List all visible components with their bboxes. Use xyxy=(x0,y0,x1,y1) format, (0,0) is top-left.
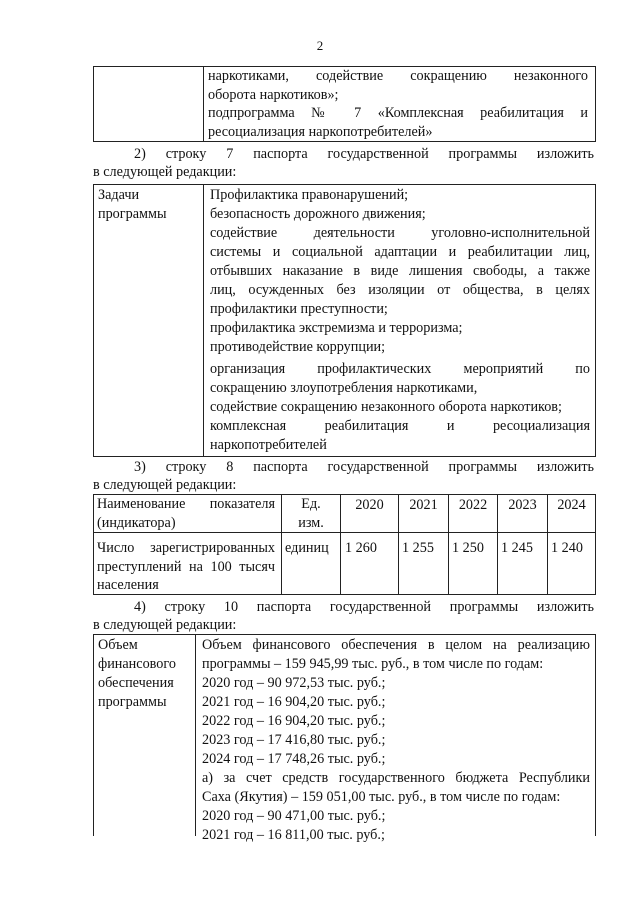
header-year: 2021 xyxy=(409,497,438,513)
text-line: 2020 год – 90 471,00 тыс. руб.; xyxy=(202,808,386,824)
row-value: 1 260 xyxy=(345,540,377,556)
text-line: профилактики преступности; xyxy=(210,301,388,317)
header-name: (индикатора) xyxy=(97,515,176,531)
text-line: противодействие коррупции; xyxy=(210,339,386,355)
row-value: 1 250 xyxy=(452,540,484,556)
row-value: 1 245 xyxy=(501,540,533,556)
header-unit: изм. xyxy=(298,515,324,531)
text-line: системы и социальной адаптации и реабилитации лиц, xyxy=(210,244,590,260)
paragraph-line: в следующей редакции: xyxy=(93,617,237,633)
text-line: 2024 год – 17 748,26 тыс. руб.; xyxy=(202,751,386,767)
text-line: ресоциализация наркопотребителей» xyxy=(208,124,433,140)
text-line: лиц, осужденных без изоляции от общества, в целях xyxy=(210,282,590,298)
text-line: организация профилактических мероприятий по xyxy=(210,361,590,377)
page-number: 2 xyxy=(316,38,324,53)
text-line: содействие сокращению незаконного оборота наркотиков; xyxy=(210,399,562,415)
text-line: наркопотребителей xyxy=(210,437,327,453)
paragraph-line: 4) строку 10 паспорта государственной программы изложить xyxy=(134,599,594,615)
row-name: преступлений на 100 тысяч xyxy=(97,559,275,575)
text-line: отбывших наказание в виде лишения свободы, а также xyxy=(210,263,590,279)
header-year: 2023 xyxy=(508,497,537,513)
text-line: профилактика экстремизма и терроризма; xyxy=(210,320,463,336)
row-label: финансового xyxy=(98,656,176,672)
row-label: программы xyxy=(98,694,167,710)
row-unit: единиц xyxy=(285,540,329,556)
text-line: комплексная реабилитация и ресоциализация xyxy=(210,418,590,434)
text-line: Профилактика правонарушений; xyxy=(210,187,409,203)
text-line: программы – 159 945,99 тыс. руб., в том числе по годам: xyxy=(202,656,544,672)
paragraph-line: в следующей редакции: xyxy=(93,477,237,493)
paragraph-line: 3) строку 8 паспорта государственной программы изложить xyxy=(134,459,594,475)
row-label: обеспечения xyxy=(98,675,174,691)
text-line: сокращению злоупотребления наркотиками, xyxy=(210,380,478,396)
text-line: 2021 год – 16 811,00 тыс. руб.; xyxy=(202,827,385,843)
header-year: 2020 xyxy=(355,497,384,513)
text-line: 2022 год – 16 904,20 тыс. руб.; xyxy=(202,713,386,729)
row-value: 1 240 xyxy=(551,540,583,556)
row-label: Объем xyxy=(98,637,138,653)
paragraph-line: в следующей редакции: xyxy=(93,164,237,180)
text-line: 2021 год – 16 904,20 тыс. руб.; xyxy=(202,694,386,710)
row-name: населения xyxy=(97,577,159,593)
header-year: 2024 xyxy=(557,497,586,513)
header-name: Наименование показателя xyxy=(97,496,275,512)
text-line: Саха (Якутия) – 159 051,00 тыс. руб., в том числе по годам: xyxy=(202,789,561,805)
row-value: 1 255 xyxy=(402,540,434,556)
header-year: 2022 xyxy=(458,497,488,513)
text-line: а) за счет средств государственного бюджета Республики xyxy=(202,770,590,786)
paragraph-line: 2) строку 7 паспорта государственной программы изложить xyxy=(134,146,594,162)
header-unit: Ед. xyxy=(301,496,321,512)
text-line: наркотиками, содействие сокращению незаконного xyxy=(208,68,588,84)
row-label: Задачи xyxy=(98,187,140,203)
text-line: подпрограмма № 7 «Комплексная реабилитация и xyxy=(208,105,588,121)
text-line: 2020 год – 90 972,53 тыс. руб.; xyxy=(202,675,386,691)
row-label: программы xyxy=(98,206,167,222)
row-name: Число зарегистрированных xyxy=(97,540,275,556)
text-line: безопасность дорожного движения; xyxy=(210,206,426,222)
text-line: 2023 год – 17 416,80 тыс. руб.; xyxy=(202,732,386,748)
text-line: Объем финансового обеспечения в целом на реализацию xyxy=(202,637,590,653)
text-line: оборота наркотиков»; xyxy=(208,87,339,103)
text-line: содействие деятельности уголовно-исполнительной xyxy=(210,225,590,241)
